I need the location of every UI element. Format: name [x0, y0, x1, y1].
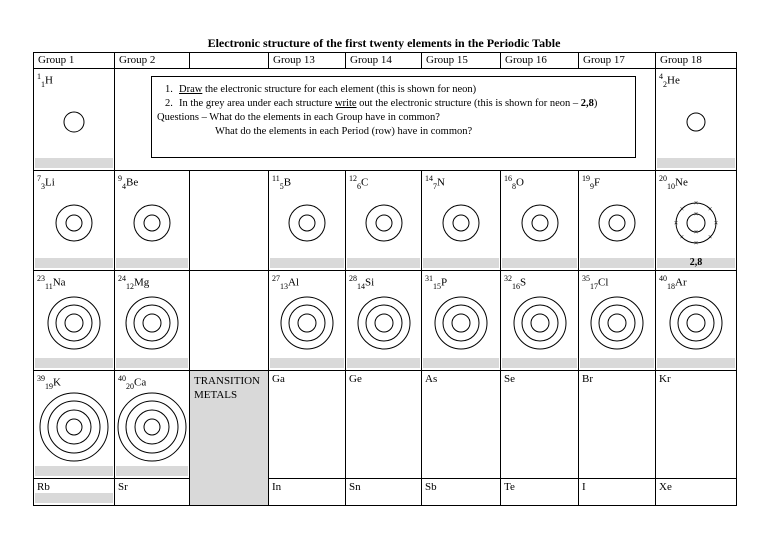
instruction-number: 2.: [165, 98, 173, 109]
transition-metals-cell: [190, 371, 269, 506]
periodic-table: [33, 52, 737, 506]
element-cell-br: [579, 371, 656, 479]
config-strip-mg: [116, 358, 188, 368]
shell-diagram-mg: [124, 295, 180, 351]
page-title: Electronic structure of the first twenty elements in the Periodic Table: [207, 36, 561, 50]
element-cell-n: [422, 171, 501, 271]
electron-cross: ×: [679, 232, 685, 242]
config-strip-n: [423, 258, 499, 268]
instruction-text: In the grey area under each structure write out the electronic structure (this is shown for neon – 2,8): [179, 98, 598, 109]
element-cell-rb: [34, 479, 115, 506]
group-header-group-18: Group 18: [656, 53, 737, 69]
element-cell-h: [34, 69, 115, 171]
group-header-group-14: Group 14: [346, 53, 422, 69]
config-strip-k: [35, 466, 113, 476]
element-cell-p: [422, 271, 501, 371]
config-strip-ca: [116, 466, 188, 476]
element-symbol: Sr: [118, 481, 128, 493]
element-label: $^{39}_{19}$K: [37, 374, 61, 391]
element-label: $^{40}_{18}$Ar: [659, 274, 687, 291]
element-label: $^{28}_{14}$Si: [349, 274, 375, 291]
shell-diagram-h: [62, 110, 86, 134]
instruction-number: 1.: [165, 84, 173, 95]
group-header-group-1: Group 1: [34, 53, 115, 69]
element-cell-in: [269, 479, 346, 506]
config-strip-al: [270, 358, 344, 368]
element-cell-ca: [115, 371, 190, 479]
element-symbol: Te: [504, 481, 515, 493]
config-strip-be: [116, 258, 188, 268]
config-strip-ne: 2,8: [657, 258, 735, 268]
electron-cross: ×: [693, 209, 699, 219]
transition-metals-label: TRANSITION METALS: [194, 375, 260, 401]
shell-diagram-he: [685, 111, 707, 133]
group-header-group-17: Group 17: [579, 53, 656, 69]
element-label: $^{35}_{17}$Cl: [582, 274, 609, 291]
spacer-cell: [190, 271, 269, 371]
element-symbol: In: [272, 481, 282, 493]
element-cell-ne: [656, 171, 737, 271]
element-cell-as: [422, 371, 501, 479]
element-cell-al: [269, 271, 346, 371]
element-cell-k: [34, 371, 115, 479]
shell-diagram-c: [364, 203, 404, 243]
config-strip-c: [347, 258, 420, 268]
shell-diagram-n: [441, 203, 481, 243]
element-label: $^{31}_{15}$P: [425, 274, 448, 291]
shell-diagram-k: [38, 391, 110, 463]
element-label: $^{11}_5$B: [272, 174, 292, 191]
config-strip-f: [580, 258, 654, 268]
shell-diagram-ca: [116, 391, 188, 463]
config-strip-p: [423, 358, 499, 368]
element-symbol: Sb: [425, 481, 437, 493]
element-symbol: Se: [504, 373, 515, 385]
shell-diagram-f: [597, 203, 637, 243]
element-label: $^{20}_{10}$Ne: [659, 174, 688, 191]
element-cell-te: [501, 479, 579, 506]
element-label: $^{40}_{20}$Ca: [118, 374, 147, 391]
config-strip-ar: [657, 358, 735, 368]
element-cell-s: [501, 271, 579, 371]
spacer-cell: [190, 171, 269, 271]
element-cell-sn: [346, 479, 422, 506]
config-strip-cl: [580, 358, 654, 368]
element-cell-na: [34, 271, 115, 371]
element-label: $^9_4$Be: [118, 174, 139, 191]
element-label: $^{32}_{16}$S: [504, 274, 527, 291]
config-strip-b: [270, 258, 344, 268]
electron-cross: ×: [693, 198, 699, 208]
element-cell-c: [346, 171, 422, 271]
shell-diagram-cl: [589, 295, 645, 351]
element-cell-sb: [422, 479, 501, 506]
instruction-box: [151, 76, 636, 158]
element-symbol: Sn: [349, 481, 361, 493]
config-strip-he: [657, 158, 735, 168]
element-label: $^7_3$Li: [37, 174, 55, 191]
element-label: $^4_2$He: [659, 72, 680, 89]
element-cell-cl: [579, 271, 656, 371]
element-cell-li: [34, 171, 115, 271]
element-cell-o: [501, 171, 579, 271]
element-cell-f: [579, 171, 656, 271]
element-symbol: Kr: [659, 373, 671, 385]
group-header-group-2: Group 2: [115, 53, 190, 69]
electron-cross: ×: [673, 218, 679, 228]
config-strip-s: [502, 358, 577, 368]
group-header-group-13: Group 13: [269, 53, 346, 69]
element-cell-si: [346, 271, 422, 371]
element-cell-he: [656, 69, 737, 171]
config-strip-o: [502, 258, 577, 268]
shell-diagram-ar: [668, 295, 724, 351]
instruction-question: What do the elements in each Period (row) have in common?: [215, 126, 473, 137]
shell-diagram-al: [279, 295, 335, 351]
electron-cross: ×: [679, 204, 685, 214]
shell-diagram-p: [433, 295, 489, 351]
element-label: $^{24}_{12}$Mg: [118, 274, 150, 291]
shell-diagram-ne: [670, 197, 722, 249]
element-cell-mg: [115, 271, 190, 371]
shell-diagram-na: [46, 295, 102, 351]
element-cell-b: [269, 171, 346, 271]
element-label: $^1_1$H: [37, 72, 53, 89]
element-symbol: Br: [582, 373, 593, 385]
group-header-group-15: Group 15: [422, 53, 501, 69]
element-label: $^{12}_6$C: [349, 174, 369, 191]
element-label: $^{14}_7$N: [425, 174, 445, 191]
instruction-item: [152, 97, 635, 111]
element-symbol: Ga: [272, 373, 285, 385]
element-label: $^{16}_8$O: [504, 174, 524, 191]
element-symbol: Rb: [37, 481, 50, 493]
element-cell-ge: [346, 371, 422, 479]
shell-diagram-s: [512, 295, 568, 351]
element-cell-kr: [656, 371, 737, 479]
shell-diagram-o: [520, 203, 560, 243]
instruction-question: Questions – What do the elements in each Group have in common?: [157, 112, 440, 123]
element-label: $^{23}_{11}$Na: [37, 274, 66, 291]
shell-diagram-li: [54, 203, 94, 243]
config-strip-li: [35, 258, 113, 268]
element-cell-sr: [115, 479, 190, 506]
config-strip-h: [35, 158, 113, 168]
element-symbol: I: [582, 481, 586, 493]
electron-cross: ×: [713, 218, 719, 228]
config-strip-na: [35, 358, 113, 368]
element-cell-ar: [656, 271, 737, 371]
element-cell-be: [115, 171, 190, 271]
element-label: $^{19}_9$F: [582, 174, 601, 191]
shell-diagram-be: [132, 203, 172, 243]
element-symbol: As: [425, 373, 438, 385]
group-header-blank: [190, 53, 269, 69]
electron-cross: ×: [693, 227, 699, 237]
shell-diagram-b: [287, 203, 327, 243]
instruction-item: [152, 83, 635, 97]
electron-cross: ×: [693, 238, 699, 248]
instruction-text: Draw the electronic structure for each element (this is shown for neon): [179, 84, 477, 95]
element-label: $^{27}_{13}$Al: [272, 274, 299, 291]
shell-diagram-si: [356, 295, 412, 351]
element-cell-xe: [656, 479, 737, 506]
group-header-group-16: Group 16: [501, 53, 579, 69]
element-cell-se: [501, 371, 579, 479]
electron-cross: ×: [707, 204, 713, 214]
shell-area: [115, 389, 189, 478]
config-strip-si: [347, 358, 420, 368]
element-cell-i: [579, 479, 656, 506]
element-cell-ga: [269, 371, 346, 479]
element-symbol: Xe: [659, 481, 672, 493]
instructions-cell: [115, 69, 656, 171]
element-symbol: Ge: [349, 373, 362, 385]
shell-area: [34, 389, 114, 478]
electron-cross: ×: [707, 232, 713, 242]
config-strip-rb: [35, 493, 113, 503]
